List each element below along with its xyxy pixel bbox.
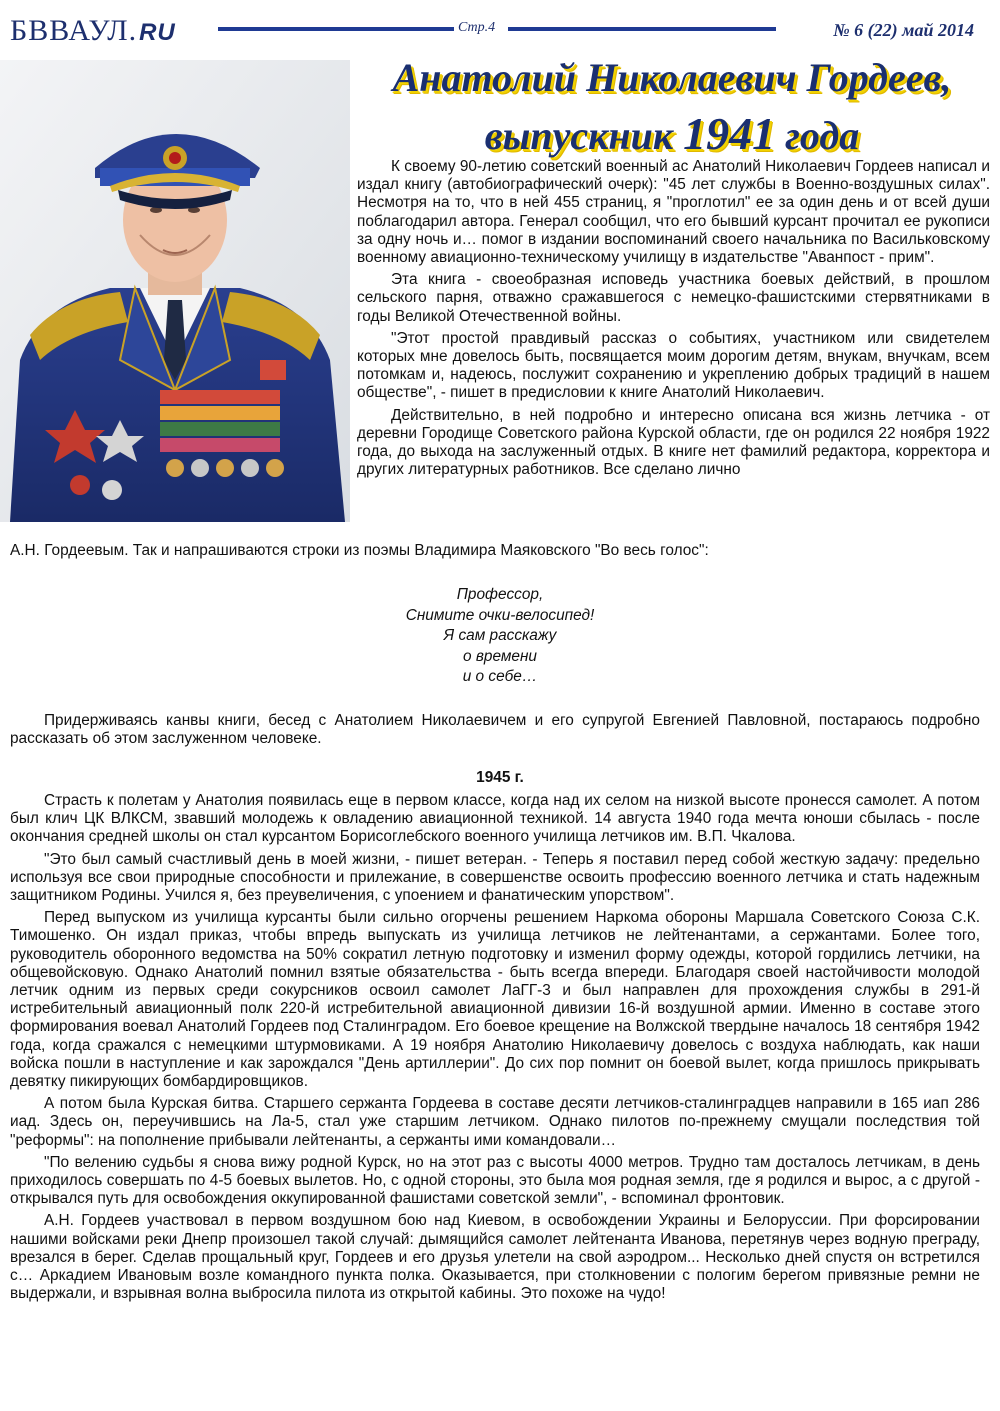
poem-line: Профессор, <box>456 586 544 603</box>
issue-label: № 6 (22) май 2014 <box>833 20 974 40</box>
paragraph: Страсть к полетам у Анатолия появилась еще в первом классе, когда над их селом на низкой высоте пронесся самолет. А потом был клич ЦК ВЛКСМ, звавший молодежь к овладению авиационной техникой. 14 августа 1940 года мечта юноши сбылась - после окончания средней школы он стал курсантом Борисоглебского военного училища летчиков им. В.П. Чкалова. <box>10 792 980 846</box>
section-heading: 1945 г. <box>476 769 524 786</box>
paragraph: Эта книга - своеобразная исповедь участника боевых действий, в прошлом сельского парня, отважно сражавшегося с немецко-фашистскими стервятниками в годы Великой Отечественной войны. <box>357 271 990 325</box>
title-suffix: года <box>775 113 860 158</box>
intro-paragraph <box>10 712 980 752</box>
poem-line: Снимите очки-велосипед! <box>405 606 595 624</box>
continuation-line <box>10 542 980 560</box>
paragraph: "Этот простой правдивый рассказ о событиях, участником или свидетелем которых мне довелось быть, посвящается моим дорогим детям, внукам, внучкам, всем потомкам и, надеюсь, послужит сохранению и укреплению добрых традиций в нашем обществе", - пишет в предисловии к книге Анатолий Николаевич. <box>357 329 990 402</box>
title-line-2 <box>352 106 992 164</box>
paragraph: "По велению судьбы я снова вижу родной Курск, но на этот раз с высоты 4000 метров. Трудно там досталось летчикам, в день приходилось совершать по 4-5 боевых вылетов. Но, с одной стороны, это была моя родная земля, где я родился и вырос, а с другой - открывался путь для освобождения оккупированной фашистами советской земли", - вспоминал фронтовик. <box>10 1153 980 1208</box>
header-rule-left <box>218 27 454 31</box>
header-rule-right <box>508 27 776 31</box>
page-header <box>0 0 1000 55</box>
paragraph: А.Н. Гордеевым. Так и напрашиваются строки из поэмы Владимира Маяковского "Во весь голос": <box>10 542 709 559</box>
paragraph: "Это был самый счастливый день в моей жизни, - пишет ветеран. - Теперь я поставил перед собой жесткую задачу: предельно используя все свои природные способности и прилежание, в совершенстве освоить профессию военного летчика и стать надежным защитником Родины. Учился я, без преувеличения, с упоением и фанатическим упорством". <box>10 850 980 905</box>
intro-column <box>357 158 990 483</box>
title-line-1: Анатолий Николаевич Гордеев, <box>392 55 952 100</box>
paragraph: Действительно, в ней подробно и интересно описана вся жизнь летчика - от деревни Городище Советского района Курской области, где он родился 22 ноября 1922 года, до выхода на заслуженный отдых. В книге нет фамилий редактора, корректора и других литературных работников. Все сделано лично <box>357 406 990 479</box>
article-title <box>352 50 992 164</box>
title-year: 1941 <box>683 108 776 159</box>
portrait-illustration <box>0 60 350 522</box>
paragraph: К своему 90-летию советский военный ас Анатолий Николаевич Гордеев написал и издал книгу (автобиографический очерк): "45 лет службы в Военно-воздушных силах". Несмотря на то, что в ней 455 страниц, я "проглотил" ее за один день и от всей души поблагодарил автора. Генерал сообщил, что его бывший курсант прочитал ее рукописи за одну ночь и… помог в издании воспоминаний своего начальника по Васильковскому военному авиационно-техническому училищу в издательстве "Аванпост - прим". <box>357 158 990 267</box>
main-body <box>10 792 980 1307</box>
logo <box>10 14 176 48</box>
title-prefix: выпускник <box>484 113 684 158</box>
poem-line: Я сам расскажу <box>443 627 557 645</box>
paragraph: Перед выпуском из училища курсанты были сильно огорчены решением Наркома обороны Маршала Советского Союза С.К. Тимошенко. Он издал приказ, чтобы впредь выпускать из училища летчиков не лейтенантами, а сержантами. Более того, руководитель оборонного ведомства на 50% сократил летную подготовку и изменил форму одежды, которой гордились летчики, на общевойсковую. Однако Анатолий помнил взятые обязательства - быть всегда впереди. Благодаря своей настойчивости молодой летчик одним из первых среди сокурсников освоил самолет ЛаГГ-3 и был направлен для прохождения службы в 291-й истребительный авиационный полк 220-й истребительной авиационной дивизии 16-й воздушной армии. Именно в составе этого формирования воевал Анатолий Гордеев под Сталинградом. Его боевое крещение на Волжской твердыне началось 18 сентября 1942 года, когда сражался с немецкими штурмовиками. А 19 ноября Анатолию Николаевичу довелось с воздуха наблюдать, как наши войска пошли в наступление и как зарождался "День артиллерии". До сих пор помнит он боевой вылет, когда пришлось прикрывать девятку пикирующих бомбардировщиков. <box>10 909 980 1091</box>
poem-line: и о себе… <box>462 668 538 686</box>
logo-main: БВВАУЛ. <box>10 14 138 47</box>
paragraph: А.Н. Гордеев участвовал в первом воздушном бою над Киевом, в освобождении Украины и Белоруссии. При форсировании нашими войсками реки Днепр произошел такой случай: дымящийся самолет лейтенанта Иванова, перетянув через водную преграду, врезался в берег. Сделав прощальный круг, Гордеев и его друзья улетели на свой аэродром... Несколько дней спустя он встретился с… Аркадием Ивановым возле командного пункта полка. Оказывается, при столкновении с пологим берегом привязные ремни не выдержали, и взрывная волна выбросила пилота из открытой кабины. Это похоже на чудо! <box>10 1212 980 1303</box>
portrait-photo <box>0 60 350 522</box>
logo-ru: RU <box>139 19 176 46</box>
page-number: Стр.4 <box>458 20 496 35</box>
poem-line: о времени <box>463 647 537 665</box>
paragraph: А потом была Курская битва. Старшего сержанта Гордеева в составе десяти летчиков-сталинградцев направили в 165 иап 286 иад. Здесь он, переучившись на Ла-5, стал уже старшим летчиком. Однако пилотов по-прежнему смущали последствия той "реформы": на пополнение прибывали лейтенанты, а сержанты ими командовали… <box>10 1095 980 1149</box>
paragraph: Придерживаясь канвы книги, бесед с Анатолием Николаевичем и его супругой Евгенией Павловной, постараюсь подробно рассказать об этом заслуженном человеке. <box>10 712 980 748</box>
poem-quote <box>0 585 1000 688</box>
